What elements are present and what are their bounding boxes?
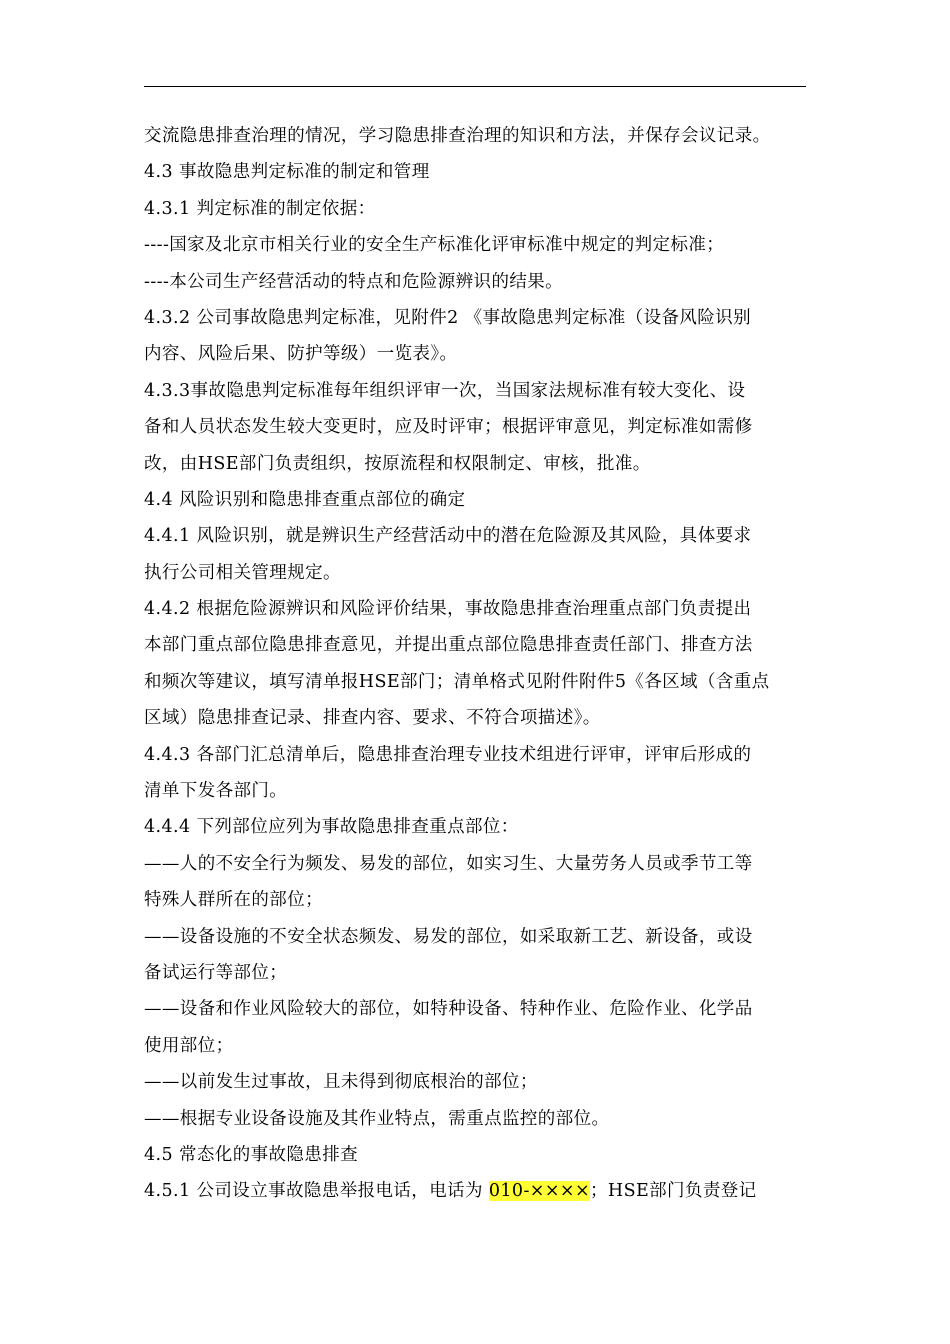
- text-line: 执行公司相关管理规定。: [144, 562, 341, 583]
- text-line-phone: [144, 1173, 808, 1209]
- text-line: 备试运行等部位；: [144, 962, 288, 983]
- text-line: ——设备设施的不安全状态频发、易发的部位，如采取新工艺、新设备，或设: [144, 926, 753, 947]
- text-line: 备和人员状态发生较大变更时，应及时评审；根据评审意见，判定标准如需修: [144, 417, 753, 438]
- text-line: 4.3.2 公司事故隐患判定标准，见附件2 《事故隐患判定标准（设备风险识别: [144, 307, 751, 328]
- header-rule: [144, 86, 806, 87]
- text-line: ——人的不安全行为频发、易发的部位，如实习生、大量劳务人员或季节工等: [144, 853, 753, 874]
- text-line: ——根据专业设备设施及其作业特点，需重点监控的部位。: [144, 1108, 610, 1129]
- section-heading: 4.5 常态化的事故隐患排查: [144, 1144, 358, 1165]
- section-heading: 4.3 事故隐患判定标准的制定和管理: [144, 162, 430, 183]
- text-line: 4.4.4 下列部位应列为事故隐患排查重点部位：: [144, 817, 519, 838]
- text-line: 4.3.3事故隐患判定标准每年组织评审一次，当国家法规标准有较大变化、设: [144, 380, 746, 401]
- text-line: ----本公司生产经营活动的特点和危险源辨识的结果。: [144, 271, 564, 292]
- text-line: 特殊人群所在的部位；: [144, 890, 323, 911]
- text-line: 4.4.3 各部门汇总清单后，隐患排查治理专业技术组进行评审，评审后形成的: [144, 744, 752, 765]
- text-line: ——以前发生过事故，且未得到彻底根治的部位；: [144, 1072, 538, 1093]
- phone-suffix-text: ；HSE部门负责登记: [590, 1181, 757, 1202]
- text-line: 交流隐患排查治理的情况，学习隐患排查治理的知识和方法，并保存会议记录。: [144, 126, 771, 146]
- text-line: ----国家及北京市相关行业的安全生产标准化评审标准中规定的判定标准；: [144, 235, 725, 256]
- text-line: 4.4.2 根据危险源辨识和风险评价结果，事故隐患排查治理重点部门负责提出: [144, 599, 752, 620]
- phone-number-highlight: 010-××××: [488, 1181, 591, 1202]
- text-line: 本部门重点部位隐患排查意见，并提出重点部位隐患排查责任部门、排查方法: [144, 635, 753, 656]
- text-line: 改，由HSE部门负责组织，按原流程和权限制定、审核，批准。: [144, 453, 651, 474]
- text-line: 内容、风险后果、防护等级）一览表》。: [144, 344, 458, 365]
- document-body: [144, 118, 808, 1210]
- section-heading: 4.4 风险识别和隐患排查重点部位的确定: [144, 489, 466, 510]
- text-line: 区域）隐患排查记录、排查内容、要求、不符合项描述》。: [144, 708, 601, 729]
- text-line: 使用部位；: [144, 1035, 234, 1056]
- phone-prefix-text: 4.5.1 公司设立事故隐患举报电话，电话为: [144, 1181, 489, 1202]
- text-line: 4.3.1 判定标准的制定依据：: [144, 198, 376, 219]
- text-line: 清单下发各部门。: [144, 781, 288, 802]
- text-line: 4.4.1 风险识别，就是辨识生产经营活动中的潜在危险源及其风险，具体要求: [144, 526, 752, 547]
- text-line: ——设备和作业风险较大的部位，如特种设备、特种作业、危险作业、化学品: [144, 999, 753, 1020]
- text-line: 和频次等建议，填写清单报HSE部门；清单格式见附件附件5《各区域（含重点: [144, 671, 770, 692]
